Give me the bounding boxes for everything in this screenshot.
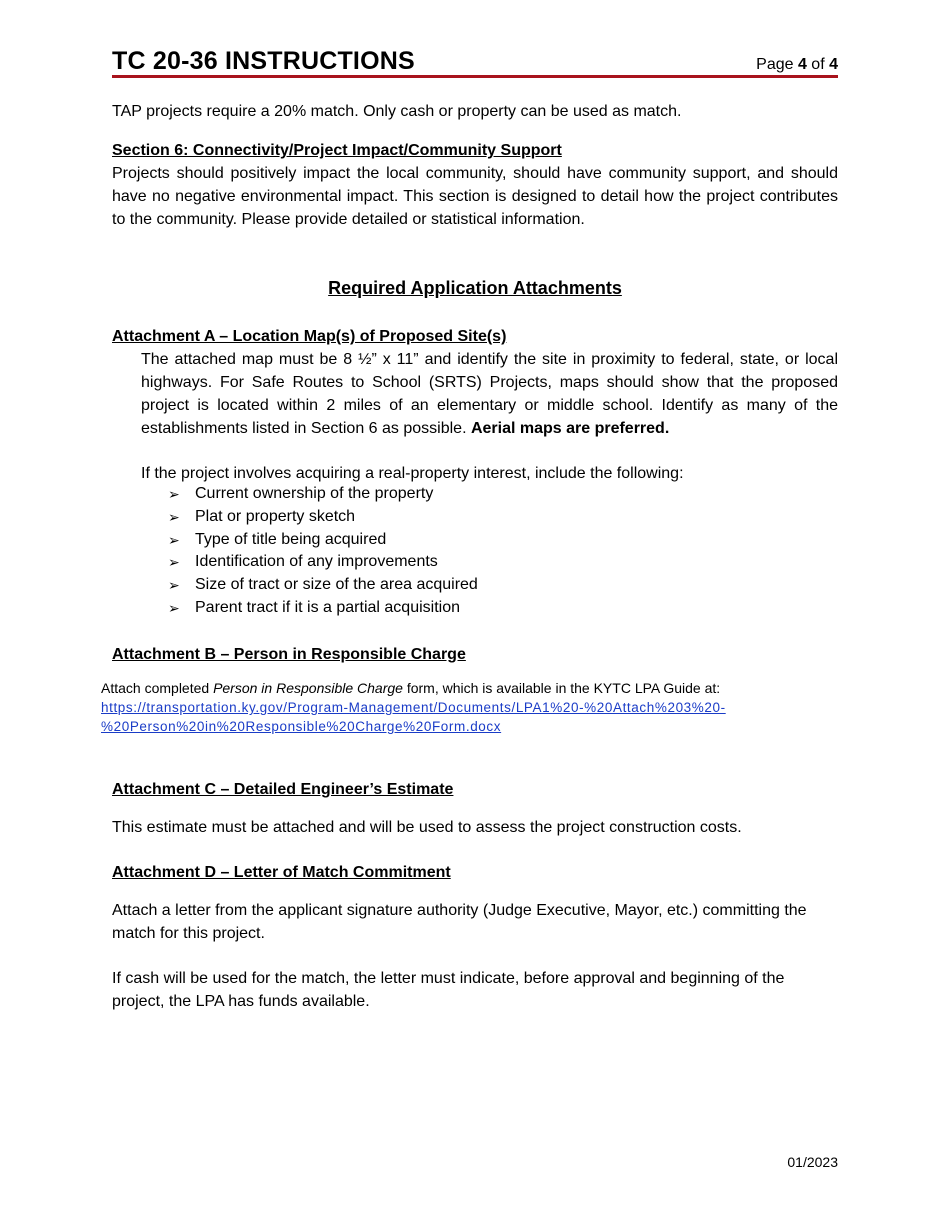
- page-of: of: [806, 56, 830, 73]
- list-item: [168, 551, 478, 574]
- list-item: [168, 483, 478, 506]
- list-item: [168, 574, 478, 597]
- arrow-bullet-icon: ➢: [168, 599, 180, 616]
- page-total: 4: [829, 56, 838, 73]
- attachment-b-link[interactable]: [101, 698, 881, 736]
- attachment-b-text: [101, 679, 861, 697]
- list-item-text: Size of tract or size of the area acquired: [195, 576, 478, 594]
- attachment-b-form-name: Person in Responsible Charge: [213, 680, 403, 696]
- attachments-heading: Required Application Attachments: [328, 278, 622, 298]
- attachment-c-heading: Attachment C – Detailed Engineer’s Estimate: [112, 781, 454, 798]
- section6-heading: Section 6: Connectivity/Project Impact/Community Support: [112, 142, 562, 159]
- list-item: [168, 597, 478, 620]
- real-property-list: [168, 483, 478, 620]
- attachment-d-body2: If cash will be used for the match, the letter must indicate, before approval and beginning of the project, the LPA has funds available.: [112, 970, 785, 1010]
- attachment-d-heading: Attachment D – Letter of Match Commitment: [112, 864, 451, 881]
- page-prefix: Page: [756, 56, 798, 73]
- list-item-text: Type of title being acquired: [195, 530, 387, 548]
- attachment-a-body: [141, 348, 838, 440]
- attachment-b-text-before: Attach completed: [101, 680, 214, 696]
- header-divider: [112, 75, 838, 78]
- form-link-line2[interactable]: %20Person%20in%20Responsible%20Charge%20Form.docx: [101, 719, 502, 734]
- attachment-a-body-bold: Aerial maps are preferred.: [470, 420, 670, 437]
- arrow-bullet-icon: ➢: [168, 554, 180, 571]
- attachment-c-body: This estimate must be attached and will be used to assess the project construction costs.: [112, 819, 742, 836]
- attachment-d-body1: Attach a letter from the applicant signature authority (Judge Executive, Mayor, etc.) committing the match for this project.: [112, 902, 807, 942]
- list-item: [168, 529, 478, 552]
- page-current: 4: [797, 56, 807, 73]
- section6-body: Projects should positively impact the local community, should have community support, and should have no negative environmental impact. This section is designed to detail how the project contributes to the community. Please provide detailed or statistical information.: [112, 165, 838, 228]
- list-item-text: Current ownership of the property: [195, 485, 434, 502]
- list-item: [168, 506, 478, 529]
- form-link-line1[interactable]: https://transportation.ky.gov/Program-Management/Documents/LPA1%20-%20Attach%203%20-: [101, 700, 726, 715]
- attachment-a-heading: Attachment A – Location Map(s) of Proposed Site(s): [112, 328, 507, 345]
- list-item-text: Parent tract if it is a partial acquisition: [195, 598, 461, 616]
- document-title: TC 20-36 INSTRUCTIONS: [112, 47, 415, 75]
- arrow-bullet-icon: ➢: [168, 577, 180, 594]
- arrow-bullet-icon: ➢: [168, 486, 180, 502]
- attachment-b-text-after: form, which is available in the KYTC LPA Guide at:: [402, 680, 721, 696]
- footer-date: 01/2023: [787, 1154, 838, 1170]
- arrow-bullet-icon: ➢: [168, 508, 180, 525]
- real-property-intro: If the project involves acquiring a real-property interest, include the following:: [141, 465, 684, 482]
- list-item-text: Plat or property sketch: [195, 507, 356, 525]
- list-item-text: Identification of any improvements: [195, 553, 438, 571]
- attachment-a-body-text: The attached map must be 8 ½” x 11” and identify the site in proximity to federal, state, or local highways. For Safe Routes to School (SRTS) Projects, maps should show that the proposed project is located within 2 miles of an elementary or middle school. Identify as many of the establishments listed in Section 6 as possible.: [141, 351, 838, 437]
- intro-text: TAP projects require a 20% match. Only cash or property can be used as match.: [112, 103, 682, 120]
- arrow-bullet-icon: ➢: [168, 531, 180, 548]
- page-number: [756, 56, 838, 74]
- attachment-b-heading: Attachment B – Person in Responsible Charge: [112, 646, 466, 663]
